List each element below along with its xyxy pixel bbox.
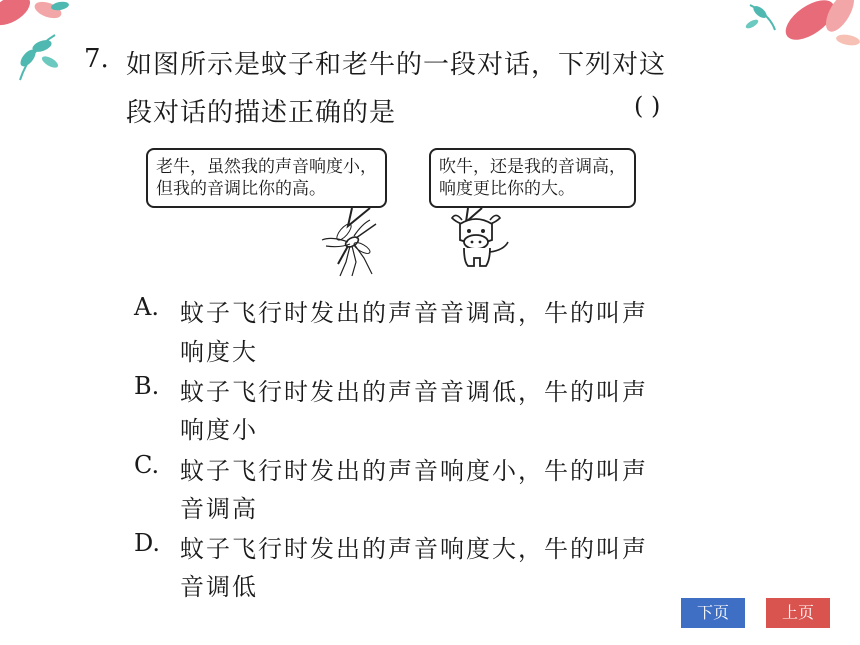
mosquito-speech-line-1: 老牛，虽然我的声音响度小， xyxy=(156,157,377,177)
option-b-letter: B. xyxy=(134,372,160,400)
option-b-line-1: 蚊子飞行时发出的声音音调低，牛的叫声 xyxy=(180,378,648,406)
next-page-button[interactable]: 下页 xyxy=(681,598,745,628)
mosquito-illustration xyxy=(318,218,382,280)
option-d-line-2: 音调低 xyxy=(180,573,258,601)
question-text-line-1: 如图所示是蚊子和老牛的一段对话，下列对这 xyxy=(126,50,667,80)
option-a-line-2: 响度大 xyxy=(180,338,258,366)
cow-speech-line-1: 吹牛，还是我的音调高， xyxy=(439,157,626,177)
option-c-line-1: 蚊子飞行时发出的声音响度小，牛的叫声 xyxy=(180,457,648,485)
option-a-letter: A. xyxy=(134,293,159,321)
mosquito-speech-line-2: 但我的音调比你的高。 xyxy=(156,179,326,199)
question-number: 7. xyxy=(84,44,109,74)
option-d-letter: D. xyxy=(134,529,161,557)
option-c-line-2: 音调高 xyxy=(180,495,258,523)
option-c-letter: C. xyxy=(134,451,160,479)
cow-speech-line-2: 响度更比你的大。 xyxy=(439,179,575,199)
answer-blank: ( ) xyxy=(634,92,661,120)
bubble-tails xyxy=(0,0,860,300)
cow-illustration xyxy=(448,212,512,270)
option-b-line-2: 响度小 xyxy=(180,416,258,444)
question-text-line-2: 段对话的描述正确的是 xyxy=(126,98,397,128)
option-d-line-1: 蚊子飞行时发出的声音响度大，牛的叫声 xyxy=(180,535,648,563)
option-a-line-1: 蚊子飞行时发出的声音音调高，牛的叫声 xyxy=(180,299,648,327)
prev-page-button[interactable]: 上页 xyxy=(766,598,830,628)
